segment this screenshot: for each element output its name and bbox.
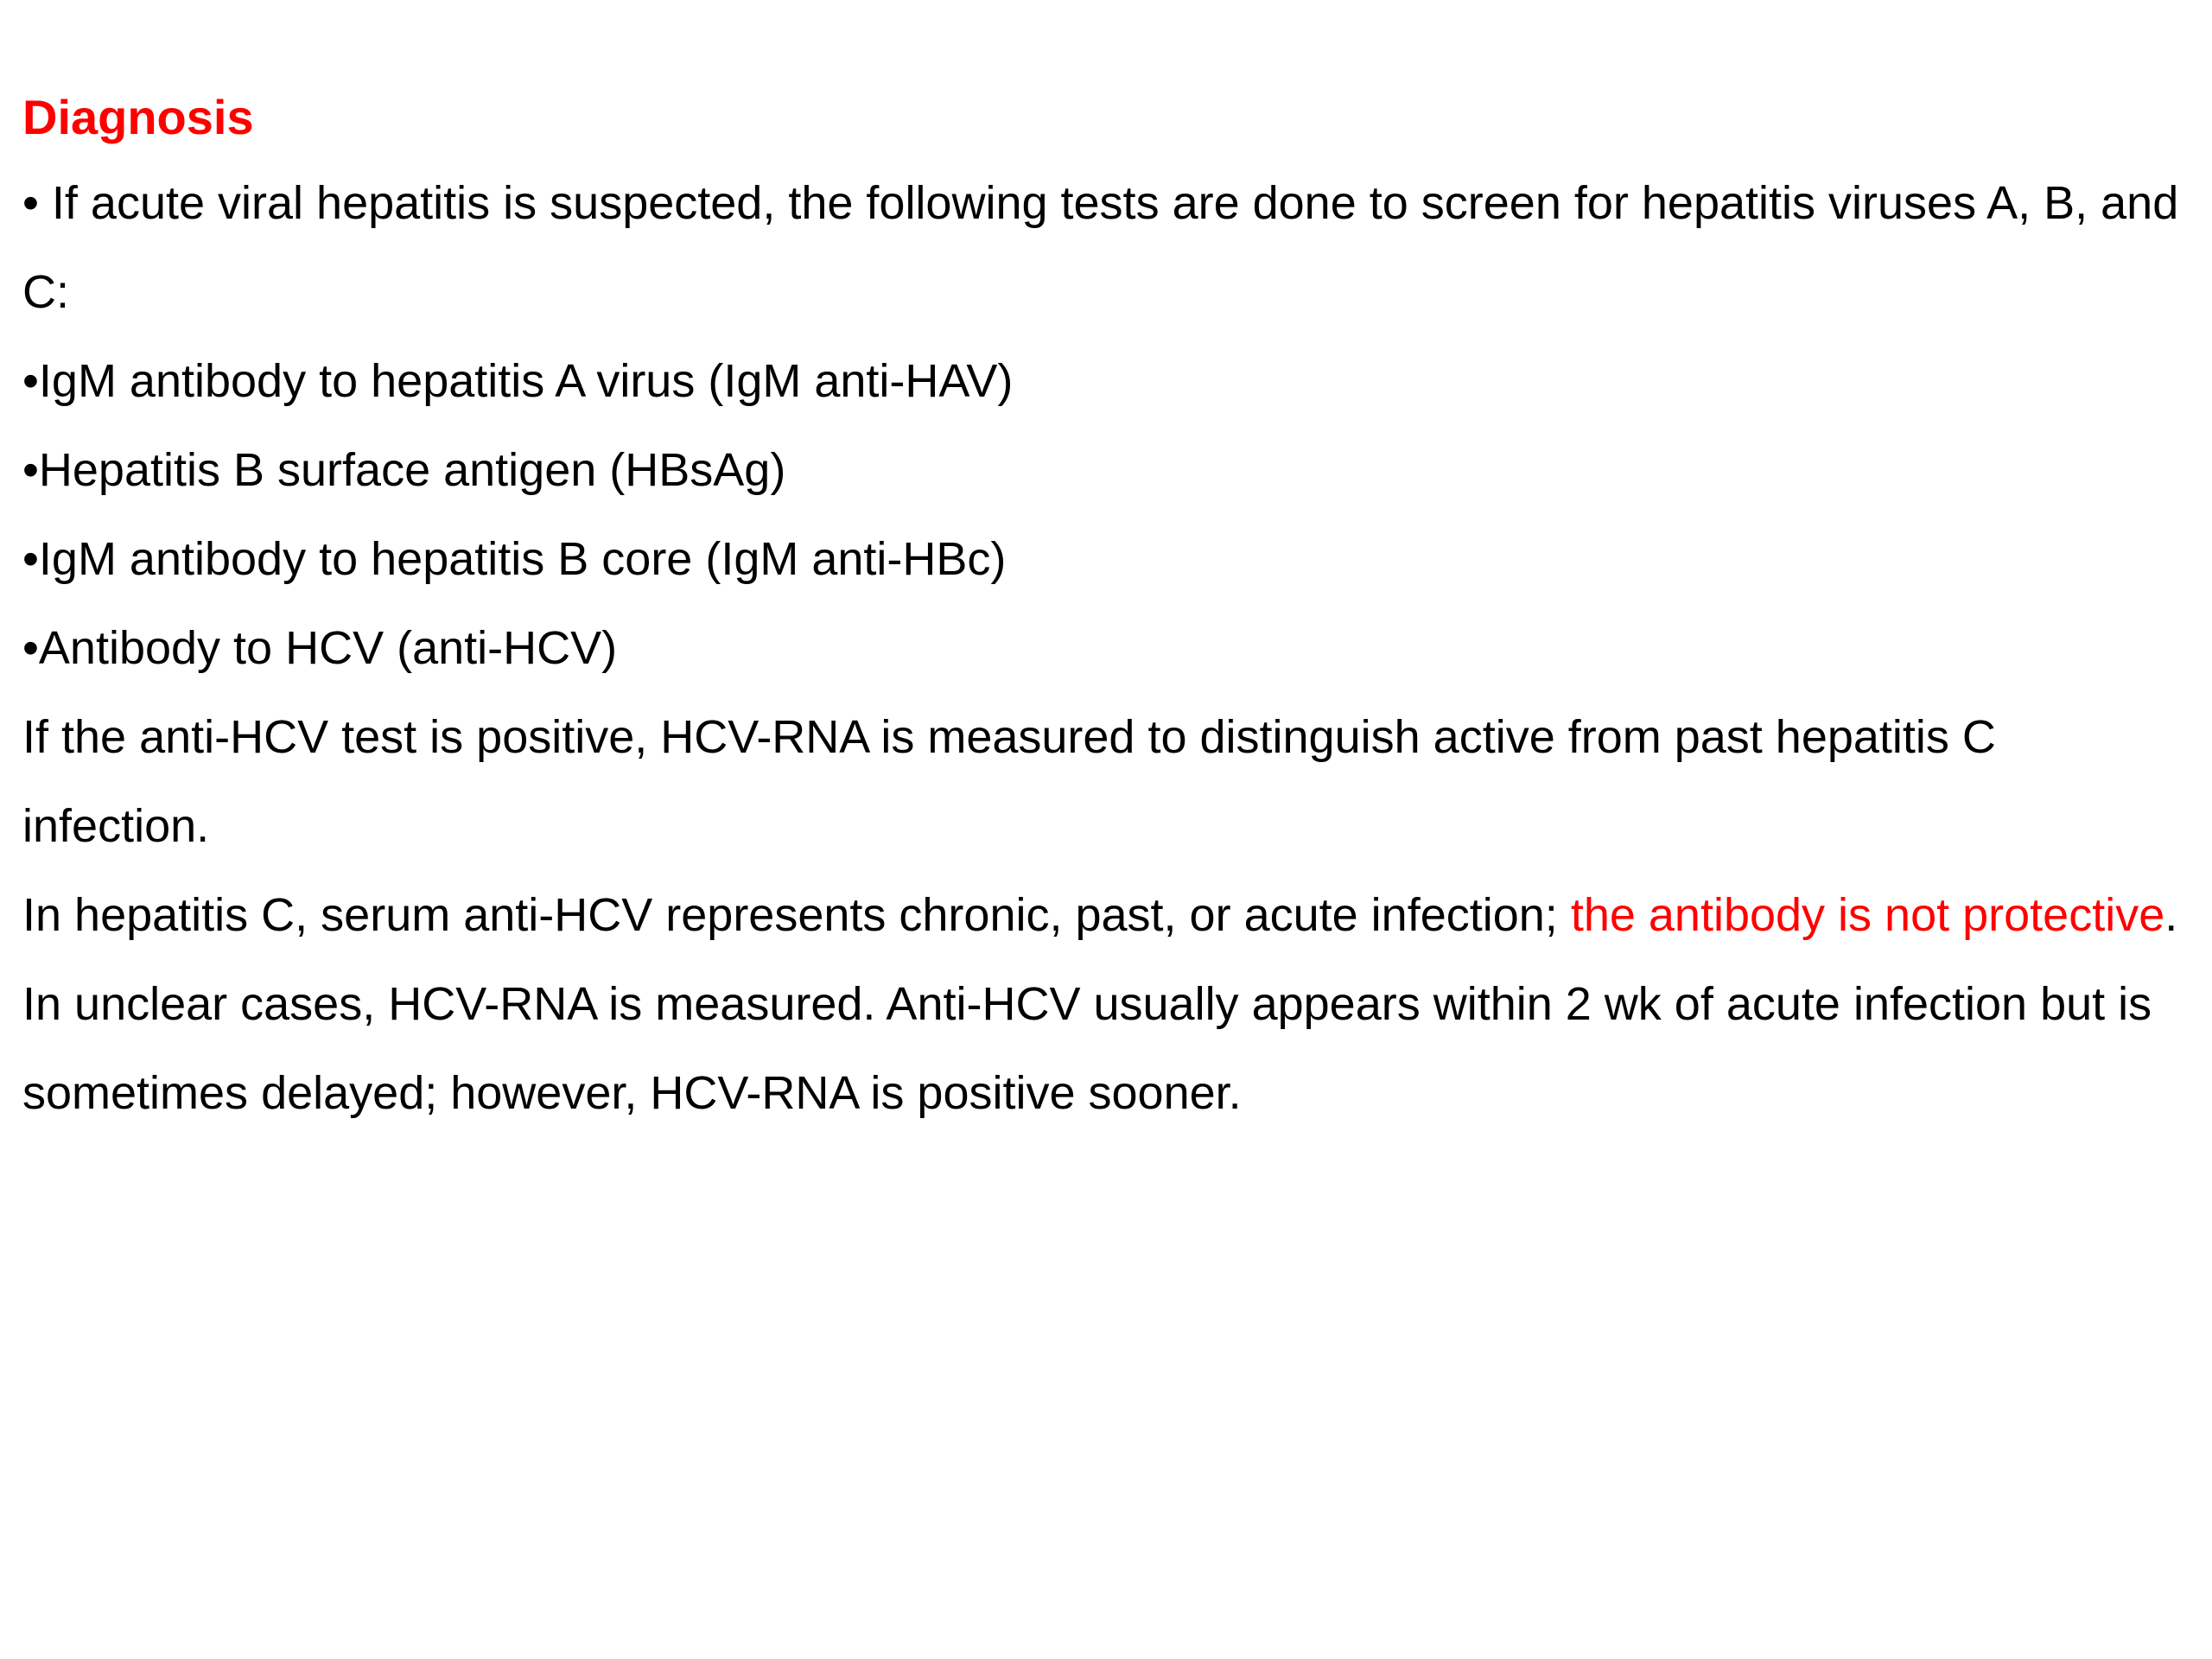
test-item-hbsag: •Hepatitis B surface antigen (HBsAg) xyxy=(22,444,786,496)
hepatitis-c-paragraph xyxy=(22,871,2191,1138)
hepatitis-c-text-part1: In hepatitis C, serum anti-HCV represents chronic, past, or acute infection; xyxy=(22,889,1571,941)
test-item-anti-hcv: •Antibody to HCV (anti-HCV) xyxy=(22,622,618,674)
antibody-not-protective-highlight: the antibody is not protective xyxy=(1570,889,2165,941)
slide-title: Diagnosis xyxy=(22,90,254,144)
hcv-rna-paragraph: If the anti-HCV test is positive, HCV-RNA is measured to distinguish active from past hepatitis C infection. xyxy=(22,711,1996,852)
hepatitis-c-text-part2: . In unclear cases, HCV-RNA is measured. Anti-HCV usually appears within 2 wk of acute infection but is sometimes delayed; however, HCV-RNA is positive sooner. xyxy=(22,889,2178,1119)
test-item-igm-anti-hbc: •IgM antibody to hepatitis B core (IgM anti-HBc) xyxy=(22,533,1007,585)
intro-paragraph: • If acute viral hepatitis is suspected, the following tests are done to screen for hepatitis viruses A, B, and C: xyxy=(22,177,2179,318)
test-item-igm-anti-hav: •IgM antibody to hepatitis A virus (IgM anti-HAV) xyxy=(22,355,1014,407)
slide-content xyxy=(22,86,2191,1138)
